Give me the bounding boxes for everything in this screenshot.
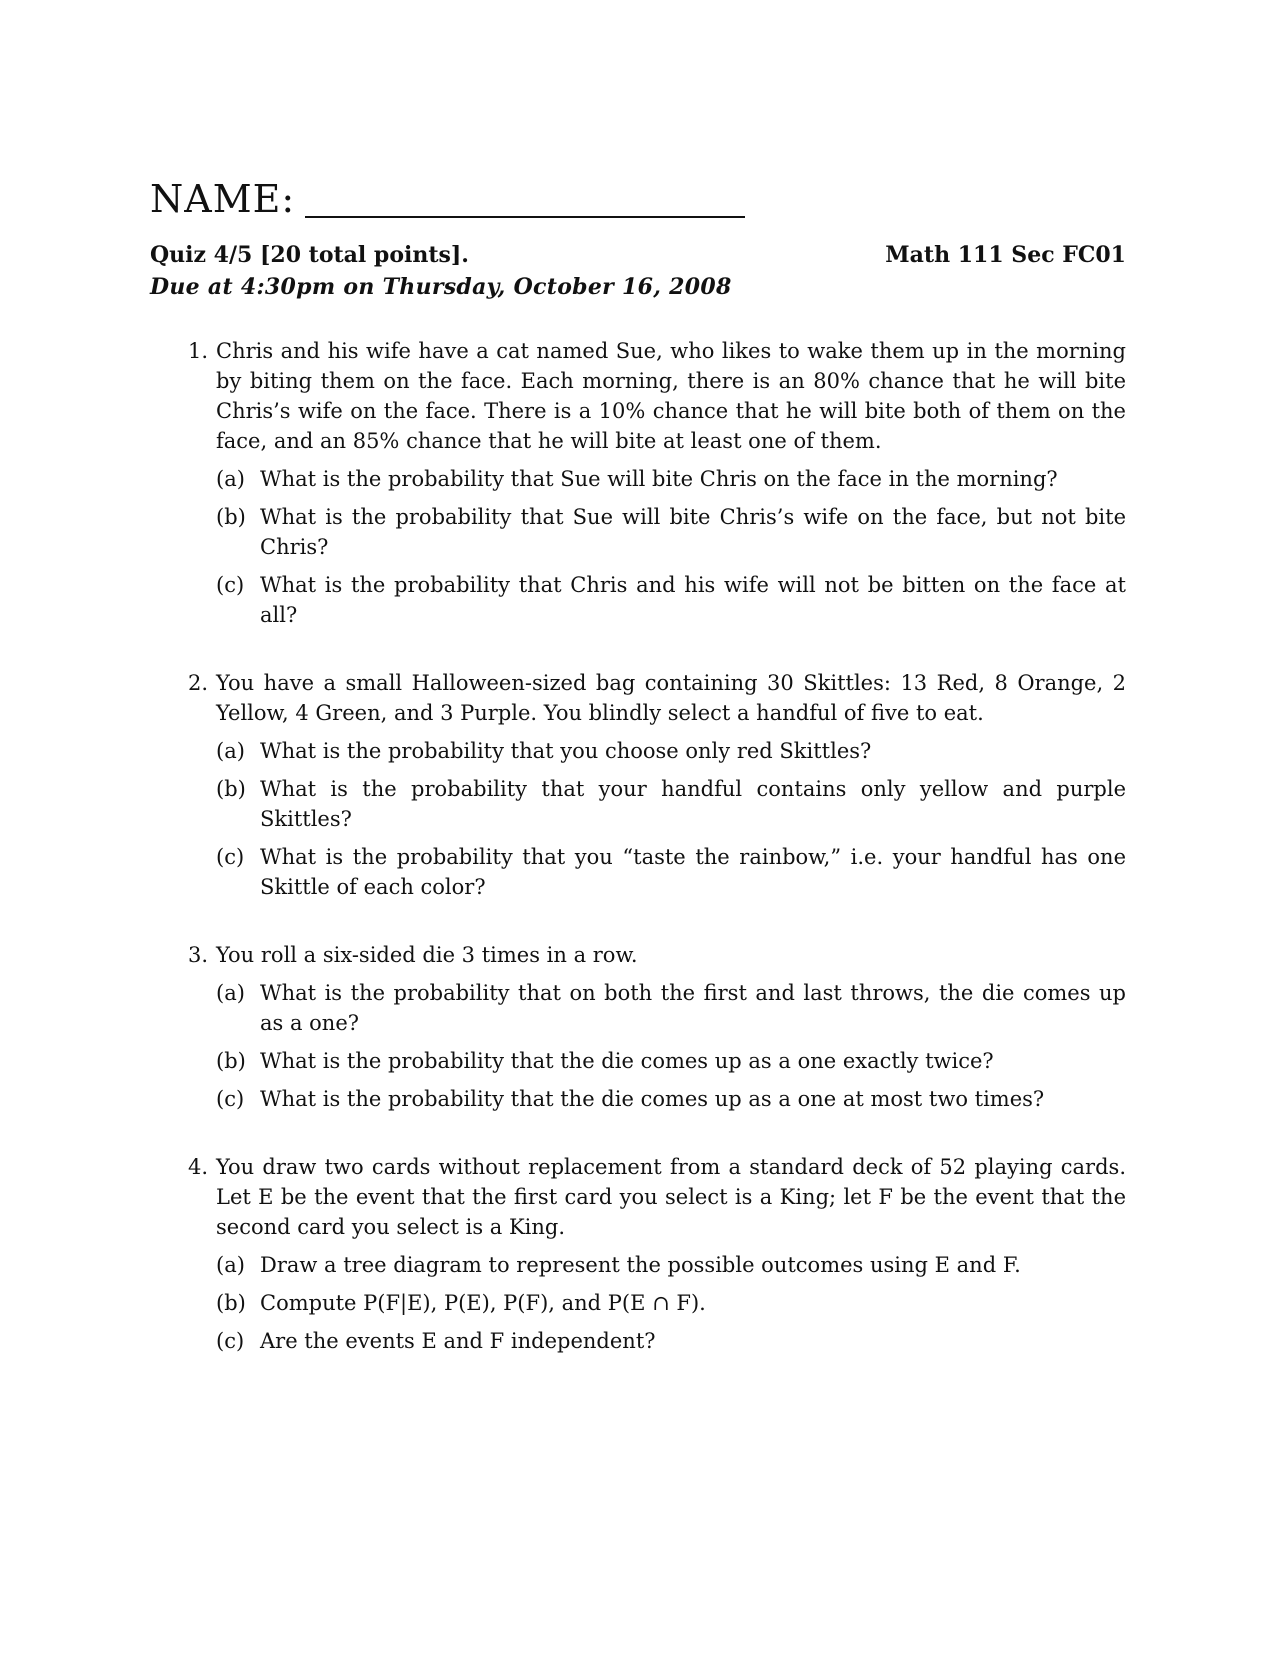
- quiz-page: [150, 177, 1126, 1394]
- name-label: NAME:: [150, 177, 296, 221]
- question-list: [150, 336, 1126, 1364]
- part-label: (a): [216, 1253, 245, 1277]
- question-part: [216, 570, 1126, 630]
- part-text: What is the probability that Sue will bite Chris’s wife on the face, but not bite Chris?: [260, 505, 1126, 559]
- question-part: [216, 1084, 1126, 1114]
- part-label: (c): [216, 573, 245, 597]
- question-part: [216, 464, 1126, 494]
- question-1: [150, 336, 1126, 638]
- question-number: 4.: [187, 1155, 208, 1179]
- question-number: 3.: [187, 943, 208, 967]
- question-part: [216, 736, 1126, 766]
- quiz-title: Quiz 4/5 [20 total points].: [150, 242, 469, 268]
- part-label: (b): [216, 1049, 246, 1073]
- name-row: [150, 177, 1126, 221]
- part-label: (b): [216, 1291, 246, 1315]
- question-number: 2.: [187, 671, 208, 695]
- due-date: Due at 4:30pm on Thursday, October 16, 2008: [150, 274, 732, 300]
- part-text: Draw a tree diagram to represent the possible outcomes using E and F.: [260, 1253, 1021, 1277]
- question-3: [150, 940, 1126, 1122]
- part-label: (c): [216, 1329, 245, 1353]
- part-label: (b): [216, 505, 246, 529]
- question-number: 1.: [187, 339, 208, 363]
- part-text: What is the probability that you choose only red Skittles?: [260, 739, 872, 763]
- question-4: [150, 1152, 1126, 1364]
- part-text: What is the probability that on both the first and last throws, the die comes up as a one?: [260, 981, 1126, 1035]
- part-label: (a): [216, 739, 245, 763]
- part-text: Compute P(F|E), P(E), P(F), and P(E ∩ F).: [260, 1291, 706, 1315]
- question-2: [150, 668, 1126, 910]
- question-text: You have a small Halloween-sized bag containing 30 Skittles: 13 Red, 8 Orange, 2 Yellow, 4 Green, and 3 Purple. You blindly select a handful of five to eat.: [216, 671, 1126, 725]
- part-label: (b): [216, 777, 246, 801]
- question-part: [216, 978, 1126, 1038]
- part-label: (c): [216, 1087, 245, 1111]
- part-label: (a): [216, 981, 245, 1005]
- part-text: What is the probability that the die comes up as a one exactly twice?: [260, 1049, 994, 1073]
- question-part: [216, 502, 1126, 562]
- question-text: You draw two cards without replacement from a standard deck of 52 playing cards. Let E be the event that the first card you select is a King; let F be the event that the second card you select is a King.: [216, 1155, 1126, 1239]
- question-part: [216, 1326, 1126, 1356]
- question-part: [216, 842, 1126, 902]
- part-label: (a): [216, 467, 245, 491]
- question-part: [216, 1046, 1126, 1076]
- part-text: What is the probability that your handful contains only yellow and purple Skittles?: [260, 777, 1126, 831]
- question-text: Chris and his wife have a cat named Sue, who likes to wake them up in the morning by biting them on the face. Each morning, there is an 80% chance that he will bite Chris’s wife on the face. There is a 10% chance that he will bite both of them on the face, and an 85% chance that he will bite at least one of them.: [216, 339, 1126, 453]
- part-text: What is the probability that Chris and his wife will not be bitten on the face at all?: [260, 573, 1126, 627]
- part-label: (c): [216, 845, 245, 869]
- part-text: What is the probability that the die comes up as a one at most two times?: [260, 1087, 1045, 1111]
- course-label: Math 111 Sec FC01: [885, 242, 1126, 268]
- part-text: Are the events E and F independent?: [260, 1329, 656, 1353]
- part-text: What is the probability that you “taste the rainbow,” i.e. your handful has one Skittle of each color?: [260, 845, 1126, 899]
- question-part: [216, 1288, 1126, 1318]
- question-text: You roll a six-sided die 3 times in a row.: [216, 943, 638, 967]
- name-blank-line: [305, 190, 745, 218]
- question-part: [216, 774, 1126, 834]
- part-text: What is the probability that Sue will bite Chris on the face in the morning?: [260, 467, 1058, 491]
- quiz-header: [150, 242, 1126, 268]
- question-part: [216, 1250, 1126, 1280]
